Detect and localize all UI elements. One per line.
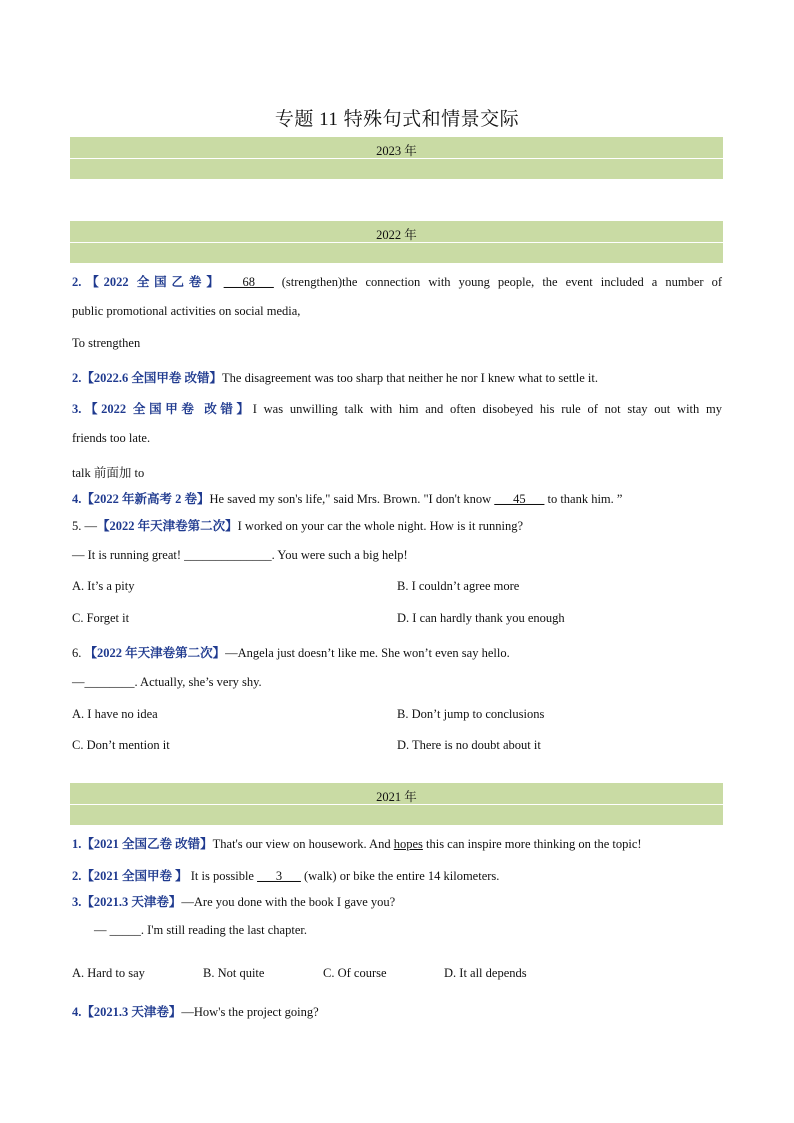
question-2022-2a-line2: public promotional activities on social media, [72,304,301,318]
section-label-2022: 2022 年 [376,228,417,242]
question-text: (walk) or bike the entire 14 kilometers. [300,869,500,883]
question-tag: 1.【2021 全国乙卷 改错】 [72,837,213,851]
question-tag: 2.【2022.6 全国甲卷 改错】 [72,371,223,385]
question-tag: 【2022 年天津卷第二次】 [84,646,226,660]
question-text: —How's the project going? [181,1005,319,1019]
question-2022-3-line2: friends too late. [72,431,151,445]
question-2022-4 [72,489,622,507]
option-a: A. It’s a pity [72,579,135,593]
question-number: 6. [72,646,85,660]
option-b: B. Not quite [203,966,265,980]
question-text: —Angela just doesn’t like me. She won’t even say hello. [225,646,510,660]
option-d: D. It all depends [444,966,527,980]
question-text: It is possible [187,869,258,883]
answer-blank: ___3___ [257,869,301,883]
option-a: A. I have no idea [72,707,158,721]
question-2022-2b [72,368,598,386]
option-b: B. I couldn’t agree more [397,579,520,593]
option-b: B. Don’t jump to conclusions [397,707,545,721]
question-2022-5 [72,516,523,534]
question-text: That's our view on housework. And [212,837,394,851]
question-text: I worked on your car the whole night. How is it running? [237,519,523,533]
question-2021-1 [72,834,642,852]
option-d: D. I can hardly thank you enough [397,611,565,625]
question-tag: 【2022 年天津卷第二次】 [97,519,238,533]
option-d: D. There is no doubt about it [397,738,541,752]
question-2022-6-reply: —________. Actually, she’s very shy. [72,675,262,689]
section-bar-2022 [70,221,723,263]
question-2021-3 [72,892,395,910]
question-text: He saved my son's life," said Mrs. Brown. "I don't know [209,492,495,506]
question-2022-2a-answer: To strengthen [72,336,141,350]
question-tag: 4.【2022 年新高考 2 卷】 [72,492,210,506]
option-c: C. Of course [323,966,387,980]
question-2021-2 [72,866,499,884]
question-tag: 3.【2022 全国甲卷 改错】 [72,402,253,416]
question-text: (strengthen)the connection with young people, the event included a number of [273,275,722,289]
question-text: this can inspire more thinking on the topic! [422,837,642,851]
error-word: hopes [393,837,423,851]
question-2022-6 [72,643,510,661]
question-text: I was unwilling talk with him and often disobeyed his rule of not stay out with my [252,402,722,416]
question-tag: 2.【2021 全国甲卷 】 [72,869,188,883]
question-2022-2a-line1 [72,272,722,290]
section-bar-2023 [70,137,723,179]
question-2021-4 [72,1002,319,1020]
option-c: C. Don’t mention it [72,738,170,752]
question-text: —Are you done with the book I gave you? [181,895,396,909]
question-2021-3-reply: — _____. I'm still reading the last chapter. [94,923,307,937]
option-a: A. Hard to say [72,966,145,980]
question-2022-5-reply: — It is running great! ______________. You were such a big help! [72,548,408,562]
question-number: 5. — [72,519,97,533]
question-text: to thank him. ” [544,492,623,506]
question-text: The disagreement was too sharp that neither he nor I knew what to settle it. [222,371,598,385]
section-bar-2021 [70,783,723,825]
section-label-2023: 2023 年 [376,144,417,158]
option-c: C. Forget it [72,611,130,625]
question-tag: 2.【2022 全国乙卷】 [72,275,224,289]
question-2022-3-line1 [72,399,722,417]
section-label-2021: 2021 年 [376,790,417,804]
question-tag: 4.【2021.3 天津卷】 [72,1005,182,1019]
question-2022-3-answer: talk 前面加 to [72,466,145,480]
question-tag: 3.【2021.3 天津卷】 [72,895,182,909]
page-title: 专题 11 特殊句式和情景交际 [274,109,520,130]
answer-blank: ___45___ [494,492,545,506]
answer-blank: ___68___ [223,275,274,289]
